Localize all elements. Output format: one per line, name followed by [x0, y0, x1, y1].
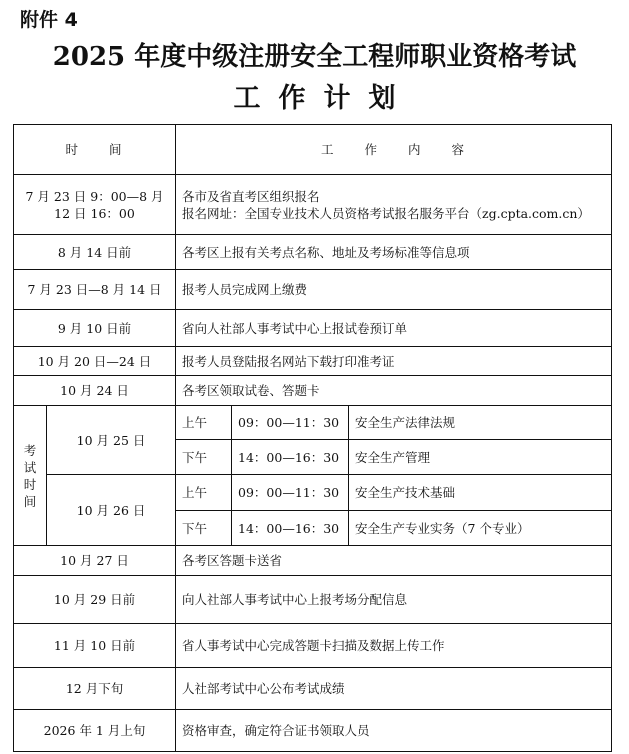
row-time: 10 月 27 日: [14, 546, 176, 576]
row-content: 省人事考试中心完成答题卡扫描及数据上传工作: [176, 624, 612, 668]
exam-time: 14：00—16：30: [232, 511, 349, 546]
exam-time-label-char: 试: [23, 459, 37, 475]
row-time: 7 月 23 日 9：00—8 月 12 日 16：00: [14, 175, 176, 235]
row-content: 各考区上报有关考点名称、地址及考场标准等信息项: [176, 235, 612, 270]
table-row: [14, 310, 612, 347]
row-content-line: 各市及省直考区组织报名: [182, 188, 320, 204]
table-row: [14, 624, 612, 668]
row-content: 省向人社部人事考试中心上报试卷预订单: [176, 310, 612, 347]
row-content: 报考人员完成网上缴费: [176, 270, 612, 310]
table-row: [14, 347, 612, 376]
row-time: 10 月 29 日前: [14, 576, 176, 624]
row-content: 向人社部人事考试中心上报考场分配信息: [176, 576, 612, 624]
row-time: 7 月 23 日—8 月 14 日: [14, 270, 176, 310]
table-row: [14, 668, 612, 710]
exam-subject: 安全生产管理: [349, 440, 612, 475]
table-row: [14, 546, 612, 576]
attachment-label: 附件 4: [20, 9, 78, 31]
exam-row: [14, 406, 612, 440]
row-content: 报考人员登陆报名网站下载打印准考证: [176, 347, 612, 376]
table-row: [14, 235, 612, 270]
row-time: 8 月 14 日前: [14, 235, 176, 270]
exam-time: 09：00—11：30: [232, 406, 349, 440]
exam-period: 上午: [176, 475, 232, 511]
exam-period: 下午: [176, 440, 232, 475]
header-content: 工 作 内 容: [176, 125, 612, 175]
exam-subject: 安全生产法律法规: [349, 406, 612, 440]
row-time: 10 月 24 日: [14, 376, 176, 406]
document-subtitle: 工作计划: [233, 83, 414, 114]
table-row: [14, 175, 612, 235]
row-time: 9 月 10 日前: [14, 310, 176, 347]
exam-subject: 安全生产技术基础: [349, 475, 612, 511]
table-header-row: [14, 125, 612, 175]
exam-time-label-char: 间: [23, 493, 37, 509]
row-content-line: 报名网址：全国专业技术人员资格考试报名服务平台（zg.cpta.com.cn）: [182, 205, 590, 221]
row-content: 各考区答题卡送省: [176, 546, 612, 576]
table-row: [14, 710, 612, 752]
row-time: 2026 年 1 月上旬: [14, 710, 176, 752]
exam-period: 下午: [176, 511, 232, 546]
row-time: 12 月下旬: [14, 668, 176, 710]
exam-period: 上午: [176, 406, 232, 440]
table-row: [14, 376, 612, 406]
exam-date: 10 月 26 日: [47, 475, 176, 546]
table-row: [14, 270, 612, 310]
exam-date: 10 月 25 日: [47, 406, 176, 475]
exam-time: 14：00—16：30: [232, 440, 349, 475]
exam-time-label-char: 时: [23, 476, 37, 492]
work-plan-table: [13, 124, 612, 752]
row-content: 资格审查，确定符合证书领取人员: [176, 710, 612, 752]
row-content: 各考区领取试卷、答题卡: [176, 376, 612, 406]
exam-time-label-char: 考: [23, 442, 37, 458]
header-time: 时 间: [14, 125, 176, 175]
row-content: [176, 175, 612, 235]
row-time: 10 月 20 日—24 日: [14, 347, 176, 376]
row-content: 人社部考试中心公布考试成绩: [176, 668, 612, 710]
table-row: [14, 576, 612, 624]
row-time: 11 月 10 日前: [14, 624, 176, 668]
exam-row: [14, 475, 612, 511]
exam-time-label: [14, 406, 47, 546]
exam-time: 09：00—11：30: [232, 475, 349, 511]
exam-subject: 安全生产专业实务（7 个专业）: [349, 511, 612, 546]
document-title: 2025 年度中级注册安全工程师职业资格考试: [52, 42, 577, 72]
